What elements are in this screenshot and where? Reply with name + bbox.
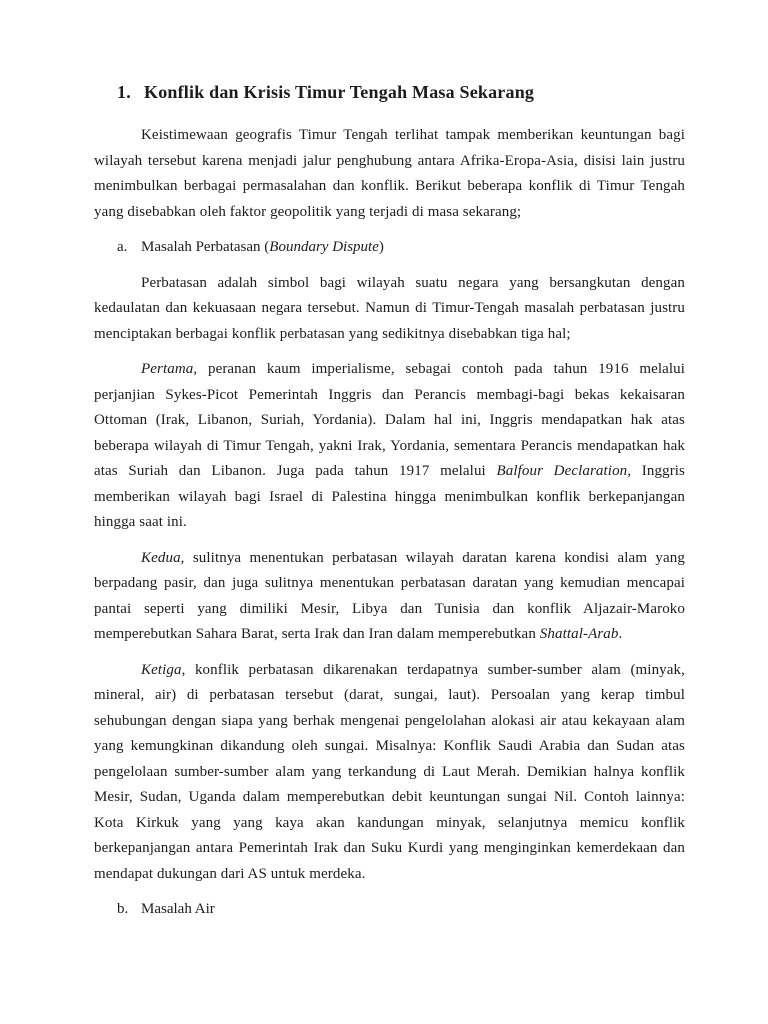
list-item-b-label: b. — [117, 901, 129, 917]
list-item-a-label: a. — [117, 239, 128, 255]
section-heading — [117, 78, 685, 106]
section-heading-title: Konflik dan Krisis Timur Tengah Masa Sekarang — [144, 82, 535, 102]
paragraph-ketiga: Ketiga, konflik perbatasan dikarenakan terdapatnya sumber-sumber alam (minyak, mineral, air) di perbatasan tersebut (darat, sungai, laut). Persoalan yang kerap timbul sehubungan dengan siapa yang berhak mengenai pengelolahan alokasi air atau kekayaan alam yang kemungkinan dikandung oleh sungai. Misalnya: Konflik Saudi Arabia dan Sudan atas pengelolaan sumber-sumber alam yang terkandung di Laut Merah. Demikian halnya konflik Mesir, Sudan, Uganda dalam memperebutkan debit keuntungan sungai Nil. Contoh lainnya: Kota Kirkuk yang yang kaya akan kandungan minyak, selanjutnya memicu konflik berkepanjangan antara Pemerintah Irak dan Suku Kurdi yang menginginkan kemerdekaan dan mendapat dukungan dari AS untuk merdeka. — [94, 661, 685, 882]
list-item-a — [117, 235, 685, 261]
list-item-b-text: Masalah Air — [141, 901, 215, 917]
section-heading-number: 1. — [117, 82, 131, 102]
paragraph-intro: Keistimewaan geografis Timur Tengah terlihat tampak memberikan keuntungan bagi wilayah tersebut karena menjadi jalur penghubung antara Afrika-Eropa-Asia, disisi lain justru menimbulkan berbagai permasalahan dan konflik. Berikut beberapa konflik di Timur Tengah yang disebabkan oleh faktor geopolitik yang terjadi di masa sekarang; — [94, 127, 685, 220]
paragraph-perbatasan: Perbatasan adalah simbol bagi wilayah suatu negara yang bersangkutan dengan kedaulatan dan kekuasaan negara tersebut. Namun di Timur-Tengah masalah perbatasan justru menciptakan berbagai konflik perbatasan yang sedikitnya disebabkan tiga hal; — [94, 274, 685, 342]
paragraph-kedua: Kedua, sulitnya menentukan perbatasan wilayah daratan karena kondisi alam yang berpadang pasir, dan juga sulitnya menentukan perbatasan daratan yang kemudian mencapai pantai seperti yang dimiliki Mesir, Libya dan Tunisia dan konflik Aljazair-Maroko memperebutkan Sahara Barat, serta Irak dan Iran dalam memperebutkan Shattal-Arab. — [94, 549, 685, 642]
list-item-a-text: Masalah Perbatasan (Boundary Dispute) — [141, 239, 384, 255]
document-content — [94, 78, 685, 933]
paragraph-pertama: Pertama, peranan kaum imperialisme, sebagai contoh pada tahun 1916 melalui perjanjian Sykes-Picot Pemerintah Inggris dan Perancis membagi-bagi bekas kekaisaran Ottoman (Irak, Libanon, Suriah, Yordania). Dalam hal ini, Inggris mendapatkan hak atas beberapa wilayah di Timur Tengah, yakni Irak, Yordania, sementara Perancis mendapatkan hak atas Suriah dan Libanon. Juga pada tahun 1917 melalui Balfour Declaration, Inggris memberikan wilayah bagi Israel di Palestina hingga menimbulkan konflik berkepanjangan hingga saat ini. — [94, 361, 685, 530]
list-item-b — [117, 897, 685, 923]
